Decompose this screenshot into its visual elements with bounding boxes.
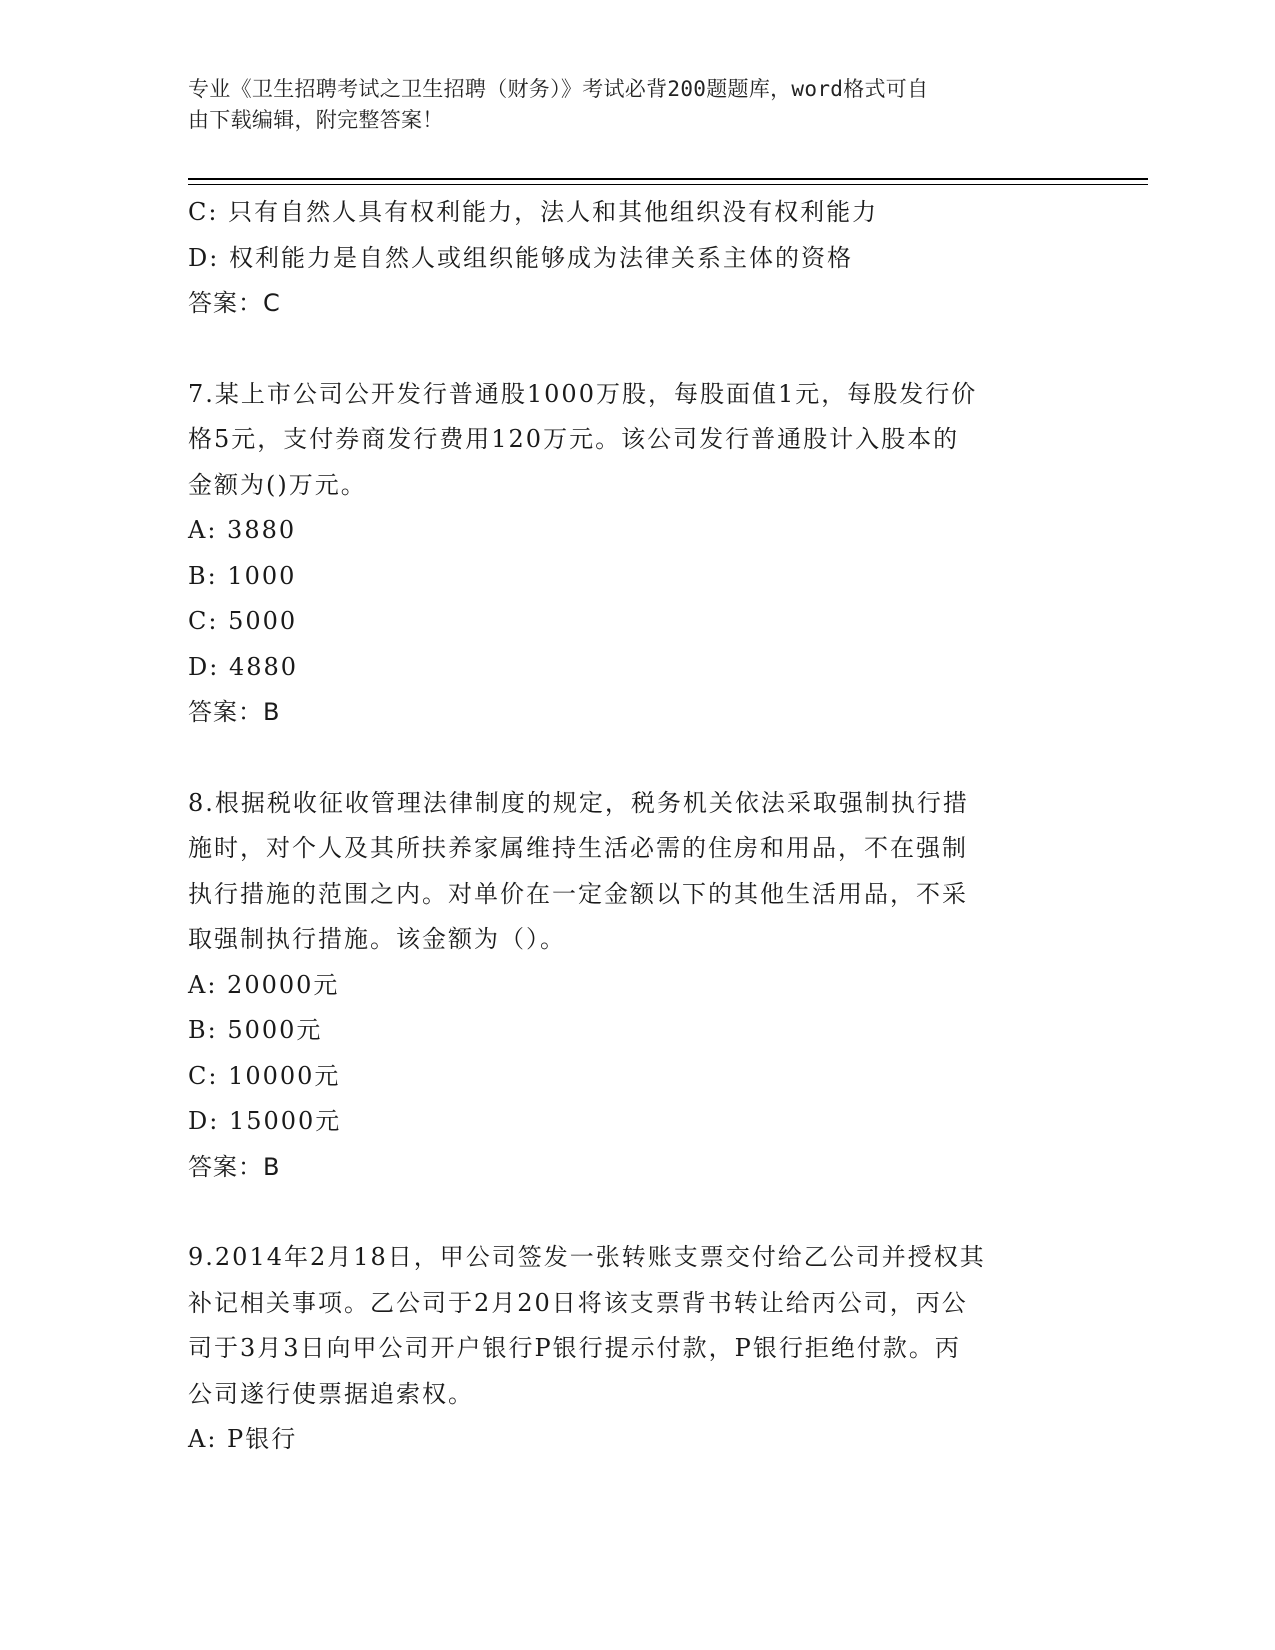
header-title-line-1: 专业《卫生招聘考试之卫生招聘（财务）》考试必背200题题库，word格式可自 <box>188 77 929 101</box>
answer: 答案：B <box>188 1152 281 1181</box>
option-a: A: 3880 <box>188 516 297 544</box>
answer: 答案：B <box>188 698 281 726</box>
answer: 答案：C <box>188 289 281 317</box>
question-stem-line: 格5元，支付券商发行费用120万元。该公司发行普通股计入股本的 <box>188 425 960 453</box>
question-stem-line: 执行措施的范围之内。对单价在一定金额以下的其他生活用品，不采 <box>188 879 968 908</box>
question-stem-line: 8.根据税收征收管理法律制度的规定，税务机关依法采取强制执行措 <box>188 788 969 817</box>
option-c: C: 5000 <box>188 607 298 635</box>
header-divider-thin <box>188 184 1148 185</box>
option-b: B: 1000 <box>188 561 297 590</box>
spacer <box>188 736 1088 781</box>
question-stem-line: 9.2014年2月18日，甲公司签发一张转账支票交付给乙公司并授权其 <box>188 1243 986 1271</box>
option-d: D: 4880 <box>188 652 299 681</box>
page-header <box>188 74 1068 136</box>
option-c: C: 只有自然人具有权利能力，法人和其他组织没有权利能力 <box>188 198 879 226</box>
question-stem-line: 施时，对个人及其所扶养家属维持生活必需的住房和用品，不在强制 <box>188 834 968 862</box>
option-b: B: 5000元 <box>188 1016 323 1044</box>
header-divider-thick <box>188 178 1148 180</box>
header-title-line-2: 由下载编辑，附完整答案！ <box>188 108 444 132</box>
question-stem-line: 金额为()万元。 <box>188 470 367 499</box>
document-body <box>188 190 1088 1463</box>
question-stem-line: 补记相关事项。乙公司于2月20日将该支票背书转让给丙公司，丙公 <box>188 1288 968 1317</box>
question-stem-line: 取强制执行措施。该金额为（）。 <box>188 925 566 953</box>
option-c: C: 10000元 <box>188 1061 341 1090</box>
spacer <box>188 327 1088 372</box>
option-d: D: 15000元 <box>188 1107 342 1135</box>
question-6-tail <box>188 190 1088 327</box>
question-stem-line: 7.某上市公司公开发行普通股1000万股，每股面值1元，每股发行价 <box>188 379 978 408</box>
question-9 <box>188 1235 1088 1463</box>
option-a: A: 20000元 <box>188 970 340 999</box>
option-a: A: P银行 <box>188 1425 298 1453</box>
spacer <box>188 1190 1088 1235</box>
question-stem-line: 公司遂行使票据追索权。 <box>188 1379 474 1408</box>
option-d: D: 权利能力是自然人或组织能够成为法律关系主体的资格 <box>188 243 853 272</box>
question-stem-line: 司于3月3日向甲公司开户银行P银行提示付款，P银行拒绝付款。丙 <box>188 1334 961 1362</box>
question-7 <box>188 372 1088 736</box>
question-8 <box>188 781 1088 1191</box>
